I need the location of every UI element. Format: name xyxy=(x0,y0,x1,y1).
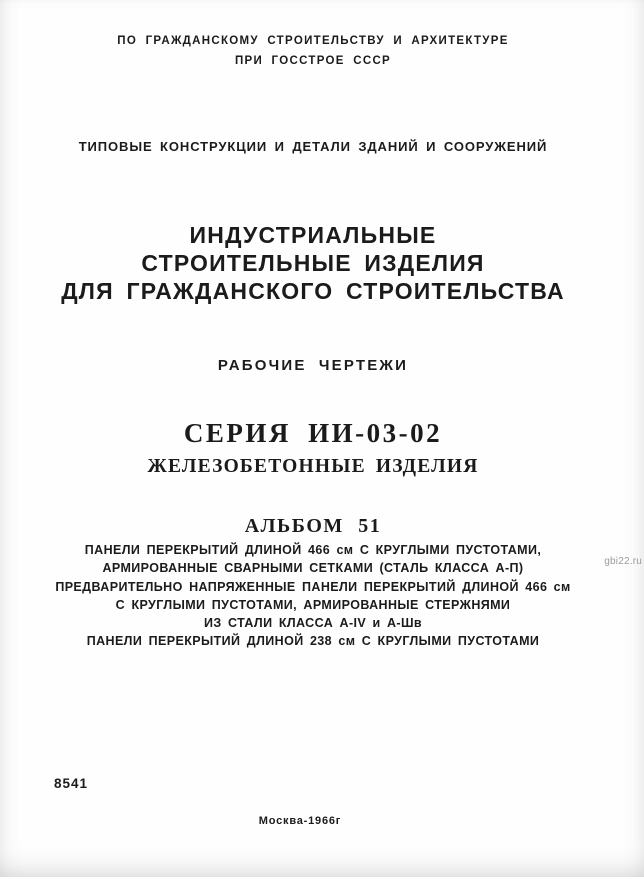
album-contents-line: С КРУГЛЫМИ ПУСТОТАМИ, АРМИРОВАННЫЕ СТЕРЖНЯМИ xyxy=(115,597,511,612)
album-contents-line: ПРЕДВАРИТЕЛЬНО НАПРЯЖЕННЫЕ ПАНЕЛИ ПЕРЕКРЫТИЙ ДЛИНОЙ 466 см xyxy=(55,579,571,594)
album-contents xyxy=(0,541,626,651)
album-number: АЛЬБОМ 51 xyxy=(244,515,382,537)
main-title-line-2: СТРОИТЕЛЬНЫЕ ИЗДЕЛИЯ xyxy=(141,250,485,276)
print-order-code: 8541 xyxy=(54,776,89,791)
main-title-line-3: ДЛЯ ГРАЖДАНСКОГО СТРОИТЕЛЬСТВА xyxy=(61,278,565,304)
main-title xyxy=(0,221,626,305)
publisher-line-2: ПРИ ГОССТРОЕ СССР xyxy=(234,55,392,67)
album-contents-line: АРМИРОВАННЫЕ СВАРНЫМИ СЕТКАМИ (СТАЛЬ КЛАССА А-П) xyxy=(102,561,524,576)
main-title-line-1: ИНДУСТРИАЛЬНЫЕ xyxy=(189,222,437,248)
album-contents-line: ИЗ СТАЛИ КЛАССА А-IV и А-Шв xyxy=(204,616,422,631)
material-label: ЖЕЛЕЗОБЕТОННЫЕ ИЗДЕЛИЯ xyxy=(147,456,479,477)
publisher-line-1: ПО ГРАЖДАНСКОМУ СТРОИТЕЛЬСТВУ И АРХИТЕКТУРЕ xyxy=(117,35,509,47)
site-watermark: gbi22.ru xyxy=(604,556,642,567)
imprint-city-year: Москва-1966г xyxy=(258,815,342,827)
series-title: ТИПОВЫЕ КОНСТРУКЦИИ И ДЕТАЛИ ЗДАНИЙ И СООРУЖЕНИЙ xyxy=(78,139,548,154)
doc-type-label: РАБОЧИЕ ЧЕРТЕЖИ xyxy=(217,357,409,374)
album-contents-line: ПАНЕЛИ ПЕРЕКРЫТИЙ ДЛИНОЙ 238 см С КРУГЛЫМИ ПУСТОТАМИ xyxy=(86,634,540,649)
album-contents-line: ПАНЕЛИ ПЕРЕКРЫТИЙ ДЛИНОЙ 466 см С КРУГЛЫМИ ПУСТОТАМИ, xyxy=(84,543,542,557)
series-code: СЕРИЯ ИИ-03-02 xyxy=(183,418,443,448)
